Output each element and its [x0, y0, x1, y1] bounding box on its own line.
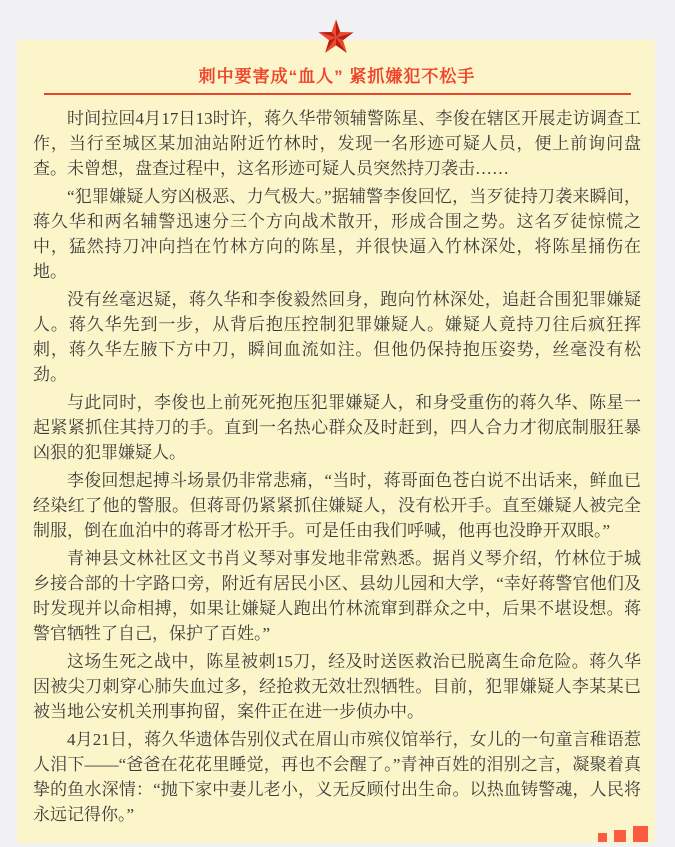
square-small-icon [598, 833, 607, 842]
paragraph-1: 时间拉回4月17日13时许，蒋久华带领辅警陈星、李俊在辖区开展走访调查工作，当行至城区某加油站附近竹林时，发现一名形迹可疑人员，便上前询问盘查。未曾想，盘查过程中，这名形迹可疑人员突然持刀袭击…… [33, 109, 641, 178]
red-star-svg [318, 19, 355, 56]
title-divider-rule [44, 93, 631, 95]
article-body [33, 106, 641, 827]
square-large-icon [633, 826, 648, 842]
paragraph-3: 没有丝毫迟疑，蒋久华和李俊毅然回身，跑向竹林深处，追赶合围犯罪嫌疑人。蒋久华先到一步，从背后抱压控制犯罪嫌疑人。嫌疑人竟持刀往后疯狂挥刺，蒋久华左腋下方中刀，瞬间血流如注。但他仍保持抱压姿势，丝毫没有松劲。 [33, 290, 641, 384]
paragraph-7: 这场生死之战中，陈星被刺15刀，经及时送医救治已脱离生命危险。蒋久华因被尖刀刺穿心肺失血过多，经抢救无效壮烈牺牲。目前，犯罪嫌疑人李某某已被当地公安机关刑事拘留，案件正在进一步侦办中。 [33, 652, 641, 721]
article-title: 刺中要害成“血人” 紧抓嫌犯不松手 [198, 67, 476, 86]
square-medium-icon [614, 830, 626, 842]
paragraph-4: 与此同时，李俊也上前死死抱压犯罪嫌疑人，和身受重伤的蒋久华、陈星一起紧紧抓住其持刀的手。直到一名热心群众及时赶到，四人合力才彻底制服狂暴凶狠的犯罪嫌疑人。 [33, 393, 641, 462]
paragraph-2: “犯罪嫌疑人穷凶极恶、力气极大。”据辅警李俊回忆，当歹徒持刀袭来瞬间，蒋久华和两名辅警迅速分三个方向战术散开，形成合围之势。这名歹徒惊慌之中，猛然持刀冲向挡在竹林方向的陈星，并很快逼入竹林深处，将陈星捅伤在地。 [33, 187, 641, 281]
paragraph-8: 4月21日，蒋久华遗体告别仪式在眉山市殡仪馆举行，女儿的一句童言稚语惹人泪下——“爸爸在花花里睡觉，再也不会醒了。”青神百姓的泪别之言，凝聚着真挚的鱼水深情：“抛下家中妻儿老小，义无反顾付出生命。以热血铸警魂，人民将永远记得你。” [33, 730, 641, 824]
red-star-icon [318, 19, 355, 56]
paragraph-5: 李俊回想起搏斗场景仍非常悲痛，“当时，蒋哥面色苍白说不出话来，鲜血已经染红了他的警服。但蒋哥仍紧紧抓住嫌疑人，没有松开手。直至嫌疑人被完全制服，倒在血泊中的蒋哥才松开手。可是任由我们呼喊，他再也没睁开双眼。” [33, 471, 641, 540]
paragraph-6: 青神县文林社区文书肖义琴对事发地非常熟悉。据肖义琴介绍，竹林位于城乡接合部的十字路口旁，附近有居民小区、县幼儿园和大学，“幸好蒋警官他们及时发现并以命相搏，如果让嫌疑人跑出竹林流窜到群众之中，后果不堪设想。蒋警官牺牲了自己，保护了百姓。” [33, 549, 641, 643]
decorative-squares [598, 826, 648, 842]
article-card [17, 40, 655, 843]
